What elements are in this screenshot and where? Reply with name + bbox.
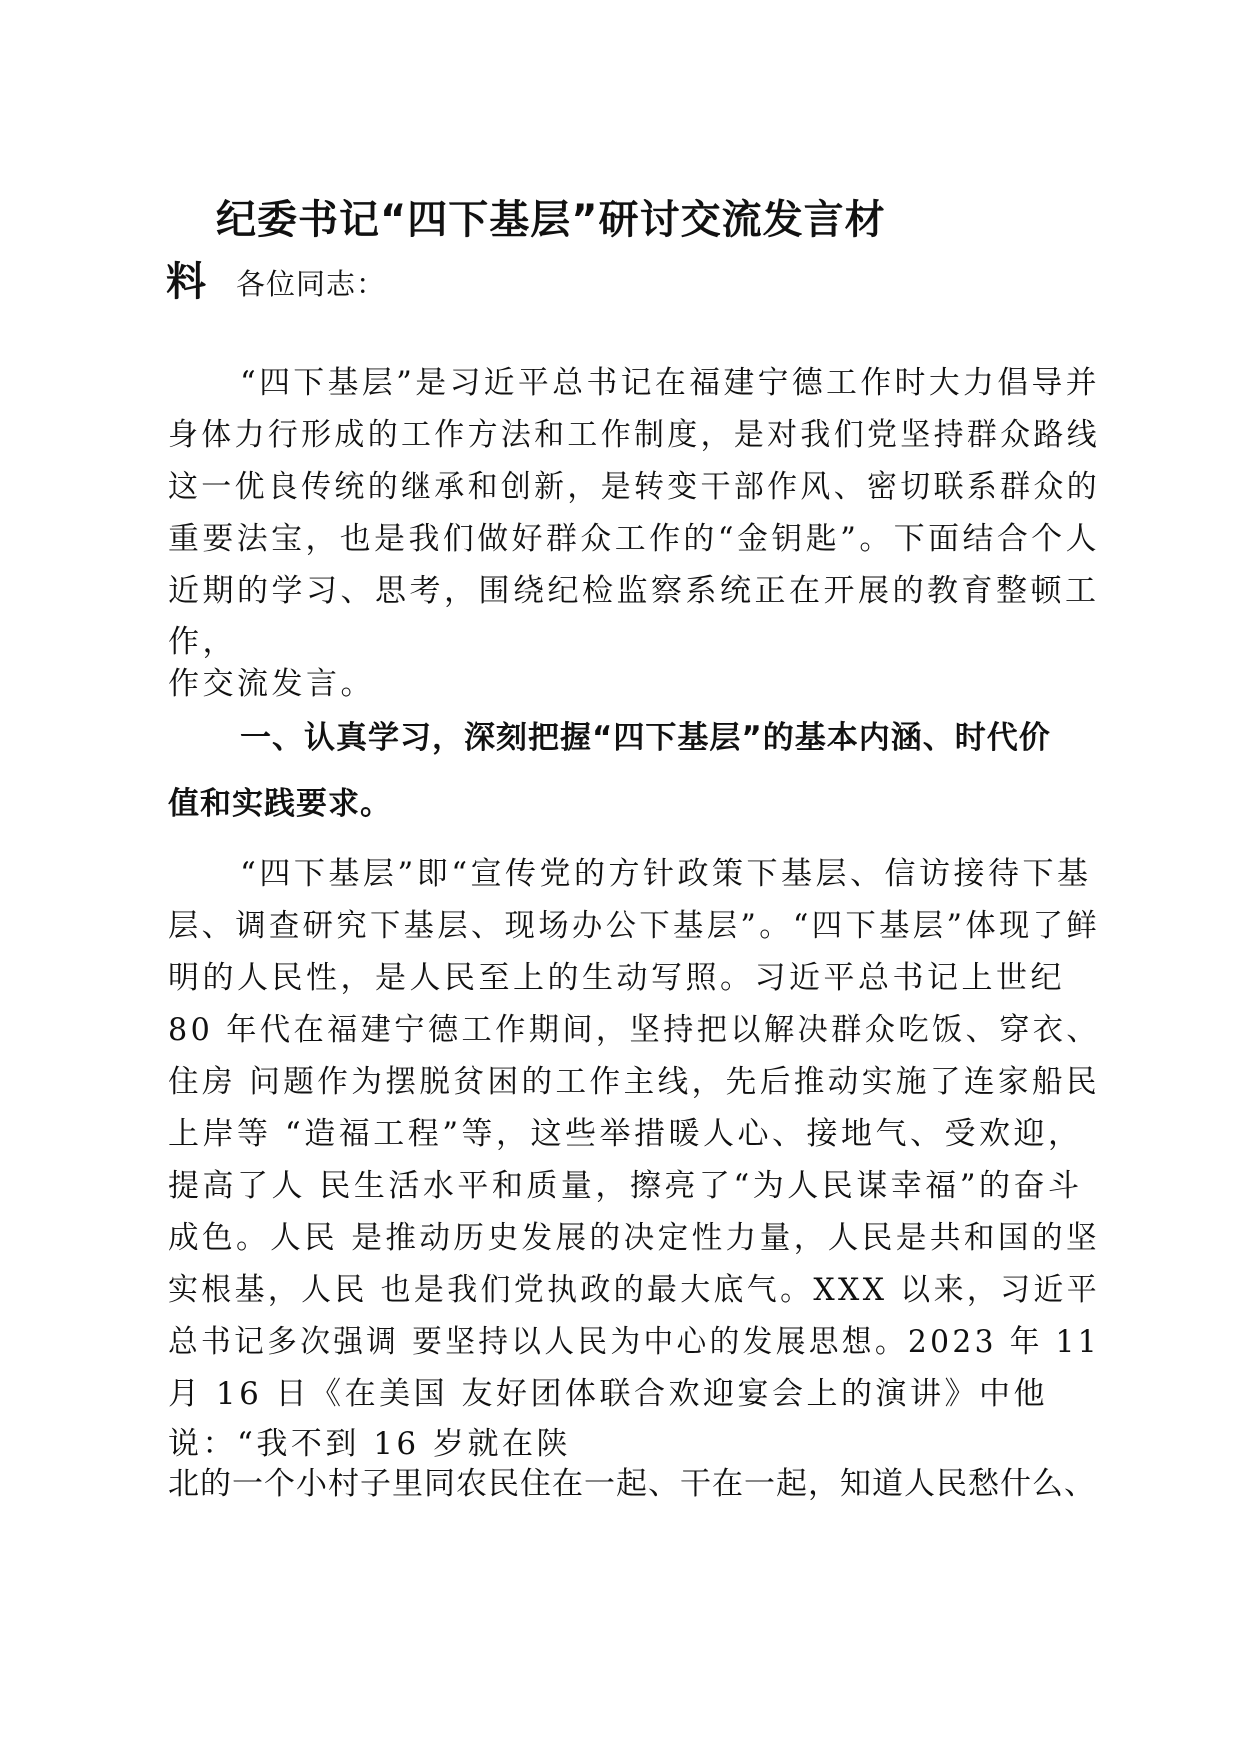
body-line: 明的人民性，是人民至上的生动写照。习近平总书记上世纪 bbox=[168, 960, 1065, 996]
body-line: 北的一个小村子里同农民住在一起、干在一起，知道人民愁什么、 bbox=[168, 1466, 1096, 1502]
intro-line: 近期的学习、思考，围绕纪检监察系统正在开展的教育整顿工 bbox=[168, 573, 1100, 609]
intro-line: 重要法宝，也是我们做好群众工作的“金钥匙”。下面结合个人 bbox=[168, 521, 1100, 557]
body-line: 住房 问题作为摆脱贫困的工作主线，先后推动实施了连家船民 bbox=[168, 1064, 1101, 1100]
intro-line: 这一优良传统的继承和创新，是转变干部作风、密切联系群众的 bbox=[168, 469, 1100, 505]
body-line: 成色。人民 是推动历史发展的决定性力量，人民是共和国的坚 bbox=[168, 1220, 1101, 1256]
body-line: 层、调查研究下基层、现场办公下基层”。“四下基层”体现了鲜 bbox=[168, 908, 1101, 944]
section-heading: 一、认真学习，深刻把握“四下基层”的基本内涵、时代价 bbox=[240, 720, 1051, 756]
intro-line: “四下基层”是习近平总书记在福建宁德工作时大力倡导并 bbox=[240, 365, 1101, 401]
section-heading: 值和实践要求。 bbox=[168, 786, 392, 822]
body-line: 上岸等 “造福工程”等，这些举措暖人心、接地气、受欢迎， bbox=[168, 1116, 1083, 1152]
body-line: 80 年代在福建宁德工作期间，坚持把以解决群众吃饭、穿衣、 bbox=[168, 1012, 1101, 1048]
intro-line: 作交流发言。 bbox=[168, 666, 375, 702]
salutation: 各位同志： bbox=[236, 267, 387, 301]
intro-line: 作， bbox=[168, 624, 237, 660]
body-line: “四下基层”即“宣传党的方针政策下基层、信访接待下基 bbox=[240, 856, 1092, 892]
body-line: 提高了人 民生活水平和质量，擦亮了“为人民谋幸福”的奋斗 bbox=[168, 1168, 1083, 1204]
body-line: 月 16 日《在美国 友好团体联合欢迎宴会上的演讲》中他 bbox=[168, 1376, 1049, 1412]
intro-line: 身体力行形成的工作方法和工作制度，是对我们党坚持群众路线 bbox=[168, 417, 1100, 453]
body-line: 总书记多次强调 要坚持以人民为中心的发展思想。2023 年 11 bbox=[168, 1324, 1101, 1360]
document-title: 纪委书记“四下基层”研讨交流发言材 bbox=[216, 197, 886, 243]
document-title-continuation: 料 bbox=[166, 259, 206, 305]
body-line: 实根基，人民 也是我们党执政的最大底气。XXX 以来，习近平 bbox=[168, 1272, 1101, 1308]
body-line: 说：“我不到 16 岁就在陕 bbox=[168, 1426, 572, 1462]
